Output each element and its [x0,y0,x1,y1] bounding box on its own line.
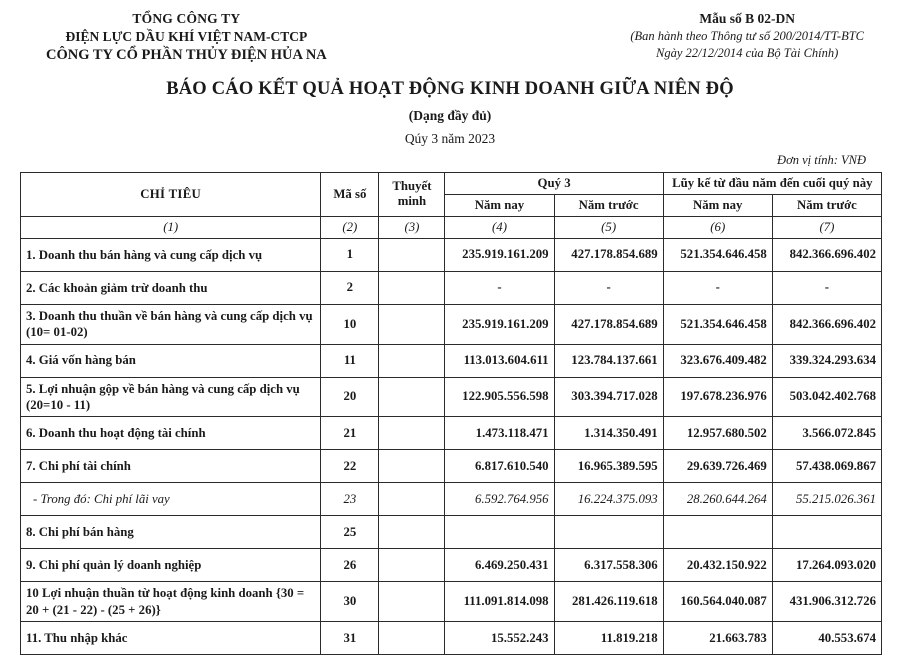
row-quarter-this-year: 113.013.604.611 [445,344,554,377]
row-cumulative-last-year: 55.215.026.361 [772,483,881,516]
form-number: Mẫu số B 02-DN [699,11,795,26]
table-row [21,622,882,655]
row-code: 21 [321,417,379,450]
row-code: 2 [321,271,379,304]
reporting-period: Qúy 3 năm 2023 [404,130,496,146]
table-row [21,304,882,344]
row-code: 10 [321,304,379,344]
row-quarter-last-year: 427.178.854.689 [554,238,663,271]
row-quarter-last-year: 16.224.375.093 [554,483,663,516]
row-quarter-this-year: 111.091.814.098 [445,582,554,622]
row-cumulative-last-year: 3.566.072.845 [772,417,881,450]
row-cumulative-last-year: 503.042.402.768 [772,377,881,417]
row-cumulative-last-year: 40.553.674 [772,622,881,655]
col-header-cumulative-last-year: Năm trước [772,194,881,216]
col-header-quarter-this-year: Năm nay [445,194,554,216]
row-quarter-last-year: 427.178.854.689 [554,304,663,344]
row-label: 7. Chi phí tài chính [21,450,321,483]
row-code: 22 [321,450,379,483]
row-quarter-last-year: - [554,271,663,304]
row-label: 1. Doanh thu bán hàng và cung cấp dịch vụ [21,238,321,271]
row-code: 26 [321,549,379,582]
row-code: 25 [321,516,379,549]
row-cumulative-last-year: 431.906.312.726 [772,582,881,622]
col-index-1: (1) [21,216,321,238]
row-code: 30 [321,582,379,622]
row-cumulative-last-year: 842.366.696.402 [772,238,881,271]
table-row [21,516,882,549]
row-note [379,516,445,549]
row-label: 3. Doanh thu thuần về bán hàng và cung cấp dịch vụ (10= 01-02) [21,304,321,344]
form-circular-line2: Ngày 22/12/2014 của Bộ Tài Chính) [656,46,839,61]
col-index-3: (3) [379,216,445,238]
row-cumulative-this-year: 323.676.409.482 [663,344,772,377]
row-note [379,344,445,377]
row-quarter-this-year: 235.919.161.209 [445,304,554,344]
col-header-note: Thuyết minh [379,172,445,216]
row-cumulative-this-year [663,516,772,549]
col-header-cumulative-this-year: Năm nay [663,194,772,216]
page-subtitle: (Dạng đầy đủ) [408,107,492,123]
row-quarter-this-year: 235.919.161.209 [445,238,554,271]
row-cumulative-last-year: - [772,271,881,304]
table-row [21,238,882,271]
table-header [21,172,882,238]
row-code: 31 [321,622,379,655]
row-cumulative-this-year: 197.678.236.976 [663,377,772,417]
row-cumulative-last-year: 17.264.093.020 [772,549,881,582]
row-cumulative-last-year: 57.438.069.867 [772,450,881,483]
row-label: 11. Thu nhập khác [21,622,321,655]
page-title: BÁO CÁO KẾT QUẢ HOẠT ĐỘNG KINH DOANH GIỮA NIÊN ĐỘ [166,78,734,99]
table-row [21,483,882,516]
row-note [379,622,445,655]
row-note [379,271,445,304]
currency-unit: Đơn vị tính: VNĐ [777,152,866,167]
row-label: 9. Chi phí quản lý doanh nghiệp [21,549,321,582]
table-row [21,549,882,582]
row-quarter-this-year: 6.469.250.431 [445,549,554,582]
row-label: - Trong đó: Chi phí lãi vay [21,483,321,516]
row-quarter-last-year: 281.426.119.618 [554,582,663,622]
row-cumulative-this-year: 28.260.644.264 [663,483,772,516]
row-quarter-this-year: 6.817.610.540 [445,450,554,483]
parent-corporation-line: TỔNG CÔNG TY [132,11,241,26]
col-index-4: (4) [445,216,554,238]
income-statement-table [20,172,882,655]
col-header-quarter-last-year: Năm trước [554,194,663,216]
row-quarter-last-year: 16.965.389.595 [554,450,663,483]
row-label: 10 Lợi nhuận thuần từ hoạt động kinh doanh {30 = 20 + (21 - 22) - (25 + 26)} [21,582,321,622]
row-cumulative-this-year: 20.432.150.922 [663,549,772,582]
row-quarter-last-year: 123.784.137.661 [554,344,663,377]
row-quarter-last-year [554,516,663,549]
col-group-header-cumulative: Lũy kế từ đầu năm đến cuối quý này [663,172,881,194]
col-header-code: Mã số [321,172,379,216]
row-note [379,450,445,483]
row-cumulative-this-year: 521.354.646.458 [663,304,772,344]
row-cumulative-this-year: 160.564.040.087 [663,582,772,622]
row-label: 6. Doanh thu hoạt động tài chính [21,417,321,450]
table-row [21,417,882,450]
row-note [379,549,445,582]
col-index-7: (7) [772,216,881,238]
table-row [21,271,882,304]
row-label: 2. Các khoản giảm trừ doanh thu [21,271,321,304]
col-group-header-quarter: Quý 3 [445,172,663,194]
col-header-indicator: CHỈ TIÊU [21,172,321,216]
row-cumulative-this-year: 21.663.783 [663,622,772,655]
row-label: 8. Chi phí bán hàng [21,516,321,549]
row-quarter-this-year: 1.473.118.471 [445,417,554,450]
row-code: 23 [321,483,379,516]
document-header [20,10,880,65]
row-cumulative-this-year: 12.957.680.502 [663,417,772,450]
row-cumulative-this-year: - [663,271,772,304]
col-index-6: (6) [663,216,772,238]
row-cumulative-last-year: 842.366.696.402 [772,304,881,344]
row-quarter-last-year: 303.394.717.028 [554,377,663,417]
company-name-line: CÔNG TY CỔ PHẦN THỦY ĐIỆN HỦA NA [46,46,327,63]
col-index-2: (2) [321,216,379,238]
row-label: 4. Giá vốn hàng bán [21,344,321,377]
col-index-5: (5) [554,216,663,238]
row-note [379,377,445,417]
row-cumulative-last-year: 339.324.293.634 [772,344,881,377]
row-code: 20 [321,377,379,417]
row-code: 1 [321,238,379,271]
row-cumulative-this-year: 521.354.646.458 [663,238,772,271]
row-cumulative-last-year [772,516,881,549]
table-row [21,344,882,377]
table-row [21,377,882,417]
table-body [21,238,882,654]
row-note [379,417,445,450]
form-reference-block [630,10,864,63]
row-quarter-this-year: 6.592.764.956 [445,483,554,516]
corporation-name-line: ĐIỆN LỰC DẦU KHÍ VIỆT NAM-CTCP [65,28,308,44]
row-quarter-last-year: 1.314.350.491 [554,417,663,450]
column-index-row [21,216,882,238]
row-quarter-last-year: 6.317.558.306 [554,549,663,582]
table-row [21,450,882,483]
row-note [379,304,445,344]
row-quarter-this-year: - [445,271,554,304]
row-note [379,483,445,516]
company-block [46,10,327,65]
row-quarter-this-year: 15.552.243 [445,622,554,655]
row-label: 5. Lợi nhuận gộp về bán hàng và cung cấp dịch vụ (20=10 - 11) [21,377,321,417]
row-quarter-this-year: 122.905.556.598 [445,377,554,417]
row-quarter-this-year [445,516,554,549]
form-circular-line1: (Ban hành theo Thông tư số 200/2014/TT-BTC [630,29,864,44]
row-code: 11 [321,344,379,377]
row-cumulative-this-year: 29.639.726.469 [663,450,772,483]
row-quarter-last-year: 11.819.218 [554,622,663,655]
row-note [379,238,445,271]
